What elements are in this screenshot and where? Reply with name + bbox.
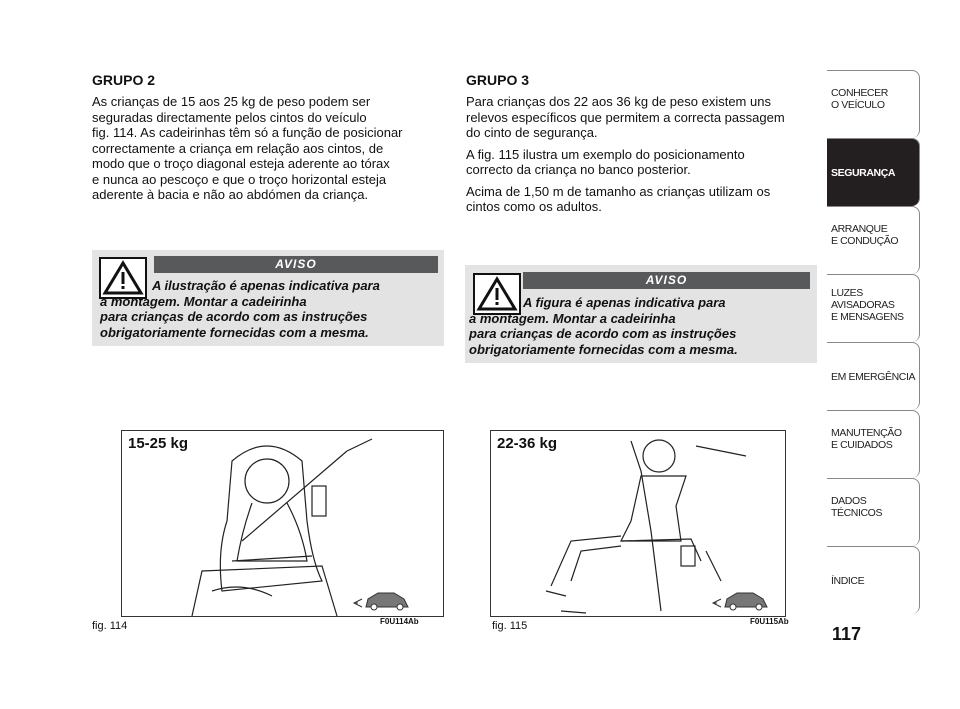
figure-114-weight-label: 15-25 kg: [128, 435, 189, 452]
figure-115: [490, 430, 786, 617]
paragraph-grupo3-3: Acima de 1,50 m de tamanho as crianças utilizam os cintos como os adultos.: [466, 183, 771, 214]
left-column: [92, 72, 442, 209]
figure-115-code: F0U115Ab: [750, 617, 789, 626]
figure-114-code: F0U114Ab: [380, 617, 419, 626]
paragraph-grupo3-2: A fig. 115 ilustra um exemplo do posicionamento correcto da criança no banco posterior.: [466, 146, 745, 177]
warning-box-left: [92, 250, 444, 346]
child-seat-belt-illustration: [491, 431, 785, 616]
figure-115-weight-label: 22-36 kg: [497, 435, 558, 452]
figure-114: [121, 430, 444, 617]
car-pictogram-icon: [354, 593, 408, 610]
paragraph-grupo2: As crianças de 15 aos 25 kg de peso podem ser seguradas directamente pelos cintos do veículo fig. 114. As cadeirinhas têm só a função de posicionar correctamente a criança em relação aos cintos, de modo que o troço diagonal esteja aderente ao tórax e nunca ao pescoço e que o troço horizontal esteja aderente à bacia e não ao abdómen da criança.: [92, 94, 403, 202]
tab-em-emergencia[interactable]: EM EMERGÊNCIA: [827, 342, 920, 410]
page-number: 117: [832, 624, 862, 644]
warning-box-right: [465, 265, 817, 363]
warning-text-left: A ilustração é apenas indicativa para a montagem. Montar a cadeirinha para crianças de acordo com as instruções obrigatoriamente fornecidas com a mesma.: [100, 278, 380, 340]
tab-manutencao-e-cuidados[interactable]: MANUTENÇÃO E CUIDADOS: [827, 410, 920, 478]
tab-dados-tecnicos[interactable]: DADOS TÉCNICOS: [827, 478, 920, 546]
child-booster-seat-illustration: [122, 431, 443, 616]
right-column: [466, 72, 816, 221]
tab-indice[interactable]: ÍNDICE: [827, 546, 920, 614]
tab-seguranca[interactable]: SEGURANÇA: [827, 138, 920, 206]
section-heading-grupo2: GRUPO 2: [92, 72, 156, 88]
paragraph-grupo3-1: Para crianças dos 22 aos 36 kg de peso existem uns relevos específicos que permitem a correcta passagem do cinto de segurança.: [466, 94, 785, 140]
tab-arranque-e-conducao[interactable]: ARRANQUE E CONDUÇÃO: [827, 206, 920, 274]
section-heading-grupo3: GRUPO 3: [466, 72, 530, 88]
figure-115-caption: fig. 115: [492, 620, 528, 632]
tab-luzes-avisadoras[interactable]: LUZES AVISADORAS E MENSAGENS: [827, 274, 920, 342]
car-pictogram-icon: [713, 593, 767, 610]
tab-conhecer-o-veiculo[interactable]: CONHECER O VEÍCULO: [827, 70, 920, 138]
warning-text-right: A figura é apenas indicativa para a montagem. Montar a cadeirinha para crianças de acordo com as instruções obrigatoriamente fornecidas com a mesma.: [469, 295, 738, 357]
chapter-tabs: [827, 70, 920, 614]
figure-114-caption: fig. 114: [92, 620, 128, 632]
warning-title-left: AVISO: [154, 256, 438, 273]
warning-title-right: AVISO: [523, 272, 810, 289]
